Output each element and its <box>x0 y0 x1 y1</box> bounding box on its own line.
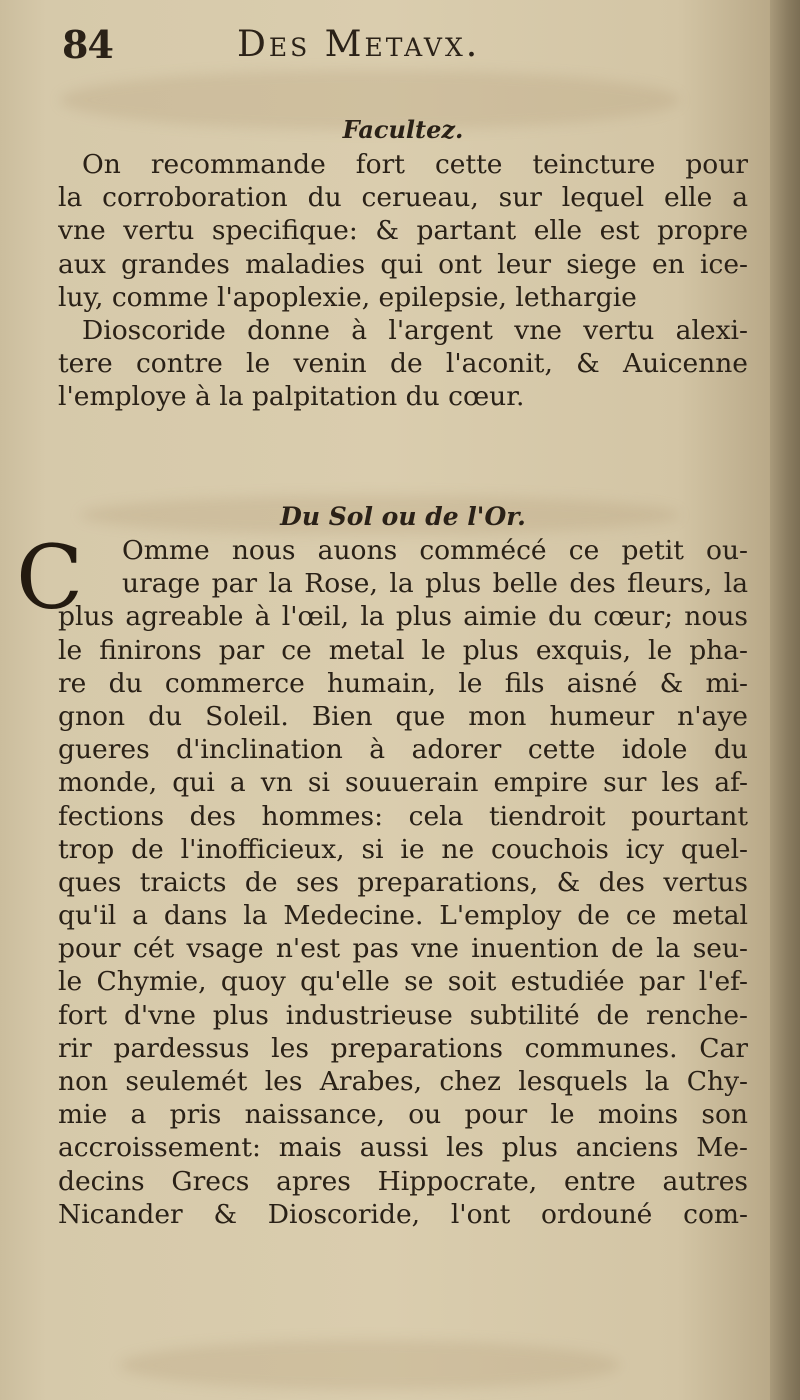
text-line: Nicander & Dioscoride, l'ont ordouné com- <box>58 1198 748 1230</box>
text-line: mie a pris naissance, ou pour le moins son <box>58 1099 748 1131</box>
text-line: urage par la Rose, la plus belle des fleurs, la <box>122 568 748 600</box>
text-line: monde, qui a vn si souuerain empire sur les af- <box>58 767 748 799</box>
text-line: aux grandes maladies qui ont leur siege en ice- <box>58 248 748 280</box>
running-title: Des Metavx. <box>237 24 481 65</box>
drop-cap: C <box>16 526 84 629</box>
page-header <box>62 18 742 78</box>
text-line: pour cét vsage n'est pas vne inuention de la seu- <box>58 933 748 965</box>
text-line: la corroboration du cerueau, sur lequel elle a <box>58 182 748 214</box>
section-heading: Du Sol ou de l'Or. <box>280 502 526 531</box>
section-heading: Facultez. <box>342 115 464 144</box>
text-line: fort d'vne plus industrieuse subtilité de renche- <box>58 999 748 1031</box>
text-line: plus agreable à l'œil, la plus aimie du cœur; nous <box>58 601 748 633</box>
text-line: rir pardessus les preparations communes. Car <box>58 1032 748 1064</box>
text-line: Omme nous auons commécé ce petit ou- <box>122 535 748 566</box>
ink-bleed-stain <box>120 1340 620 1390</box>
text-line: ques traicts de ses preparations, & des vertus <box>58 866 748 898</box>
text-line: trop de l'inofficieux, si ie ne couchois icy quel- <box>58 833 748 865</box>
text-line: On recommande fort cette teincture pour <box>82 149 748 180</box>
text-line: tere contre le venin de l'aconit, & Auicenne <box>58 348 748 380</box>
section-faculty <box>58 112 748 414</box>
page-number: 84 <box>62 22 113 67</box>
text-line: luy, comme l'apoplexie, epilepsie, lethargie <box>58 281 637 313</box>
text-line: re du commerce humain, le fils aisné & mi- <box>58 667 748 699</box>
page-edge-shadow <box>770 0 800 1400</box>
text-line: l'employe à la palpitation du cœur. <box>58 381 525 413</box>
text-line: gnon du Soleil. Bien que mon humeur n'aye <box>58 700 748 732</box>
text-line: fections des hommes: cela tiendroit pourtant <box>58 800 748 832</box>
text-line: le Chymie, quoy qu'elle se soit estudiée par l'ef- <box>58 966 748 998</box>
text-line: le finirons par ce metal le plus exquis, le pha- <box>58 634 748 666</box>
text-line: vne vertu specifique: & partant elle est propre <box>58 215 748 247</box>
text-line: gueres d'inclination à adorer cette idole du <box>58 734 748 766</box>
text-line: qu'il a dans la Medecine. L'employ de ce metal <box>58 900 748 932</box>
section-gold <box>58 500 748 1231</box>
text-line: decins Grecs apres Hippocrate, entre autres <box>58 1165 748 1197</box>
text-line: accroissement: mais aussi les plus anciens Me- <box>58 1132 748 1164</box>
text-line: Dioscoride donne à l'argent vne vertu alexi- <box>82 314 748 346</box>
text-line: non seulemét les Arabes, chez lesquels la Chy- <box>58 1066 748 1097</box>
